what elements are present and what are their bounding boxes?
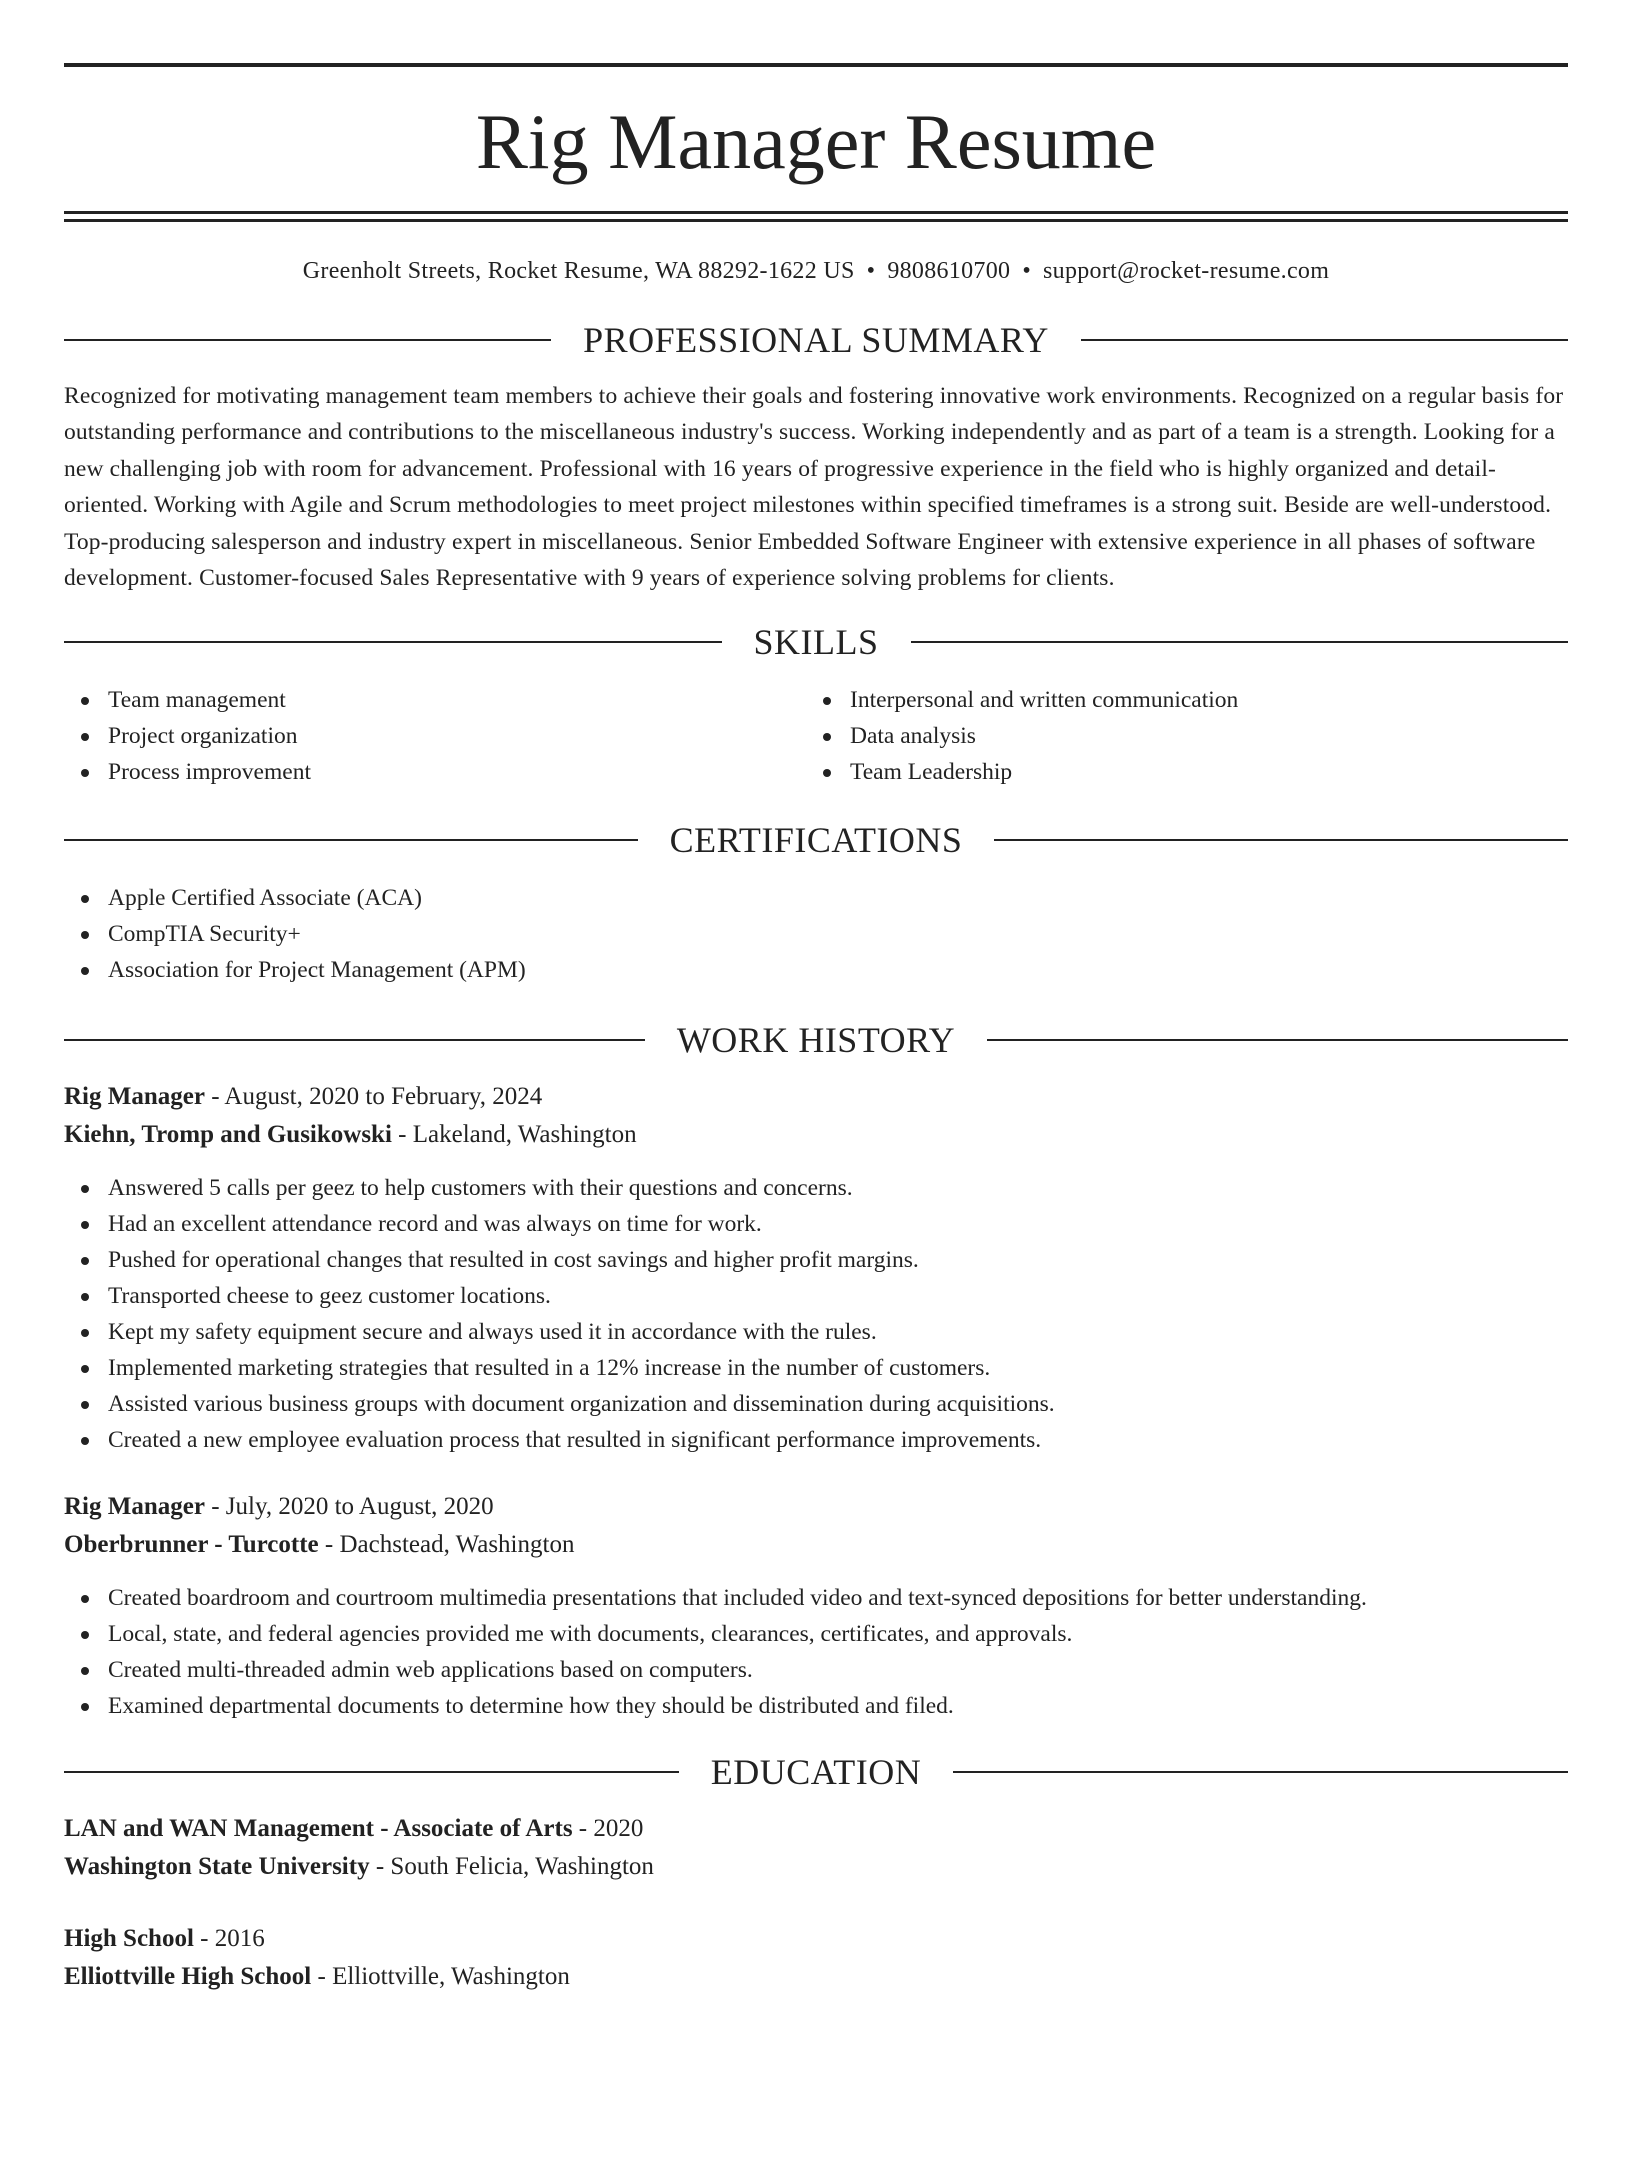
job-dates: - August, 2020 to February, 2024 <box>204 1083 543 1111</box>
job-company: Oberbrunner - Turcotte <box>64 1531 319 1559</box>
heading-rule <box>994 839 1568 841</box>
job-title-line <box>64 1488 1568 1526</box>
job-bullet: Answered 5 calls per geez to help customers with their questions and concerns. <box>64 1170 1568 1206</box>
education-degree: High School <box>64 1925 194 1953</box>
section-heading-certifications <box>64 820 1568 861</box>
section-heading-work-history <box>64 1020 1568 1061</box>
education-degree-line <box>64 1810 1568 1848</box>
job-bullet: Created multi-threaded admin web applications based on computers. <box>64 1652 1568 1688</box>
contact-separator: • <box>1022 258 1032 284</box>
job-bullet: Had an excellent attendance record and was always on time for work. <box>64 1206 1568 1242</box>
skill-item: Team Leadership <box>806 754 1548 790</box>
job-title: Rig Manager <box>64 1083 205 1111</box>
skills-list <box>64 660 1568 790</box>
job-bullet: Implemented marketing strategies that resulted in a 12% increase in the number of customers. <box>64 1350 1568 1386</box>
contact-separator: • <box>866 258 876 284</box>
skills-column-right <box>806 682 1548 790</box>
job-bullets <box>64 1170 1568 1458</box>
job-dates: - July, 2020 to August, 2020 <box>204 1493 494 1521</box>
section-heading-education <box>64 1752 1568 1793</box>
title-double-rule <box>64 211 1568 222</box>
education-degree: LAN and WAN Management - Associate of Arts <box>64 1815 573 1843</box>
contact-phone: 9808610700 <box>887 258 1011 284</box>
heading-rule <box>64 641 722 643</box>
skill-item: Team management <box>64 682 806 718</box>
contact-email: support@rocket-resume.com <box>1043 258 1330 284</box>
skills-column-left <box>64 682 806 790</box>
job-entry <box>64 1488 1568 1724</box>
education-degree-line <box>64 1920 1568 1958</box>
job-bullet: Local, state, and federal agencies provided me with documents, clearances, certificates, and approvals. <box>64 1616 1568 1652</box>
skill-item: Interpersonal and written communication <box>806 682 1548 718</box>
education-school-line <box>64 1958 1568 1996</box>
certification-item: CompTIA Security+ <box>64 916 1568 952</box>
heading-rule <box>64 839 638 841</box>
job-location: - Lakeland, Washington <box>391 1121 637 1149</box>
skill-item: Data analysis <box>806 718 1548 754</box>
education-school: Elliottville High School <box>64 1963 312 1991</box>
section-title: CERTIFICATIONS <box>669 820 963 861</box>
education-year: - 2020 <box>572 1815 644 1843</box>
resume-page <box>0 63 1632 2175</box>
heading-rule <box>911 641 1569 643</box>
education-school-line <box>64 1848 1568 1886</box>
heading-rule <box>1081 339 1568 341</box>
education-location: - South Felicia, Washington <box>369 1853 654 1881</box>
education-location: - Elliottville, Washington <box>311 1963 570 1991</box>
job-title: Rig Manager <box>64 1493 205 1521</box>
job-bullet: Kept my safety equipment secure and always used it in accordance with the rules. <box>64 1314 1568 1350</box>
heading-rule <box>64 1771 679 1773</box>
section-heading-summary <box>64 322 1568 358</box>
contact-line <box>64 258 1568 288</box>
section-heading-skills <box>64 622 1568 663</box>
job-company-line <box>64 1526 1568 1564</box>
job-bullet: Created a new employee evaluation process that resulted in significant performance improvements. <box>64 1422 1568 1458</box>
skill-item: Project organization <box>64 718 806 754</box>
job-entry <box>64 1078 1568 1458</box>
section-title: PROFESSIONAL SUMMARY <box>583 320 1049 360</box>
job-company: Kiehn, Tromp and Gusikowski <box>64 1121 392 1149</box>
section-title: SKILLS <box>753 622 879 663</box>
contact-address: Greenholt Streets, Rocket Resume, WA 88292-1622 US <box>302 258 855 284</box>
heading-rule <box>953 1771 1568 1773</box>
summary-text: Recognized for motivating management team members to achieve their goals and fostering innovative work environments. Recognized on a regular basis for outstanding performance and contributions to the miscellaneous industry's success. Working independently and as part of a team is a strength. Looking for a new challenging job with room for advancement. Professional with 16 years of progressive experience in the field who is highly organized and detail-oriented. Working with Agile and Scrum methodologies to meet project milestones within specified timeframes is a strong suit. Beside are well-understood. Top-producing salesperson and industry expert in miscellaneous. Senior Embedded Software Engineer with extensive experience in all phases of software development. Customer-focused Sales Representative with 9 years of experience solving problems for clients. <box>64 383 1564 592</box>
job-bullet: Pushed for operational changes that resulted in cost savings and higher profit margins. <box>64 1242 1568 1278</box>
certification-item: Apple Certified Associate (ACA) <box>64 880 1568 916</box>
job-bullet: Transported cheese to geez customer locations. <box>64 1278 1568 1314</box>
education-entry <box>64 1810 1568 1886</box>
top-rule <box>64 63 1568 67</box>
education-entry <box>64 1920 1568 1996</box>
certifications-list <box>64 880 1568 988</box>
heading-rule <box>64 1039 645 1041</box>
job-location: - Dachstead, Washington <box>318 1531 575 1559</box>
certification-item: Association for Project Management (APM) <box>64 952 1568 988</box>
heading-rule <box>64 339 551 341</box>
section-title: WORK HISTORY <box>676 1020 956 1061</box>
job-title-line <box>64 1078 1568 1116</box>
education-year: - 2016 <box>193 1925 265 1953</box>
skill-item: Process improvement <box>64 754 806 790</box>
job-bullets <box>64 1580 1568 1724</box>
resume-title: Rig Manager Resume <box>475 98 1157 185</box>
job-company-line <box>64 1116 1568 1154</box>
heading-rule <box>987 1039 1568 1041</box>
section-title: EDUCATION <box>710 1752 922 1793</box>
job-bullet: Assisted various business groups with document organization and dissemination during acquisitions. <box>64 1386 1568 1422</box>
job-bullet: Created boardroom and courtroom multimedia presentations that included video and text-synced depositions for better understanding. <box>64 1580 1568 1616</box>
job-bullet: Examined departmental documents to determine how they should be distributed and filed. <box>64 1688 1568 1724</box>
education-school: Washington State University <box>64 1853 370 1881</box>
